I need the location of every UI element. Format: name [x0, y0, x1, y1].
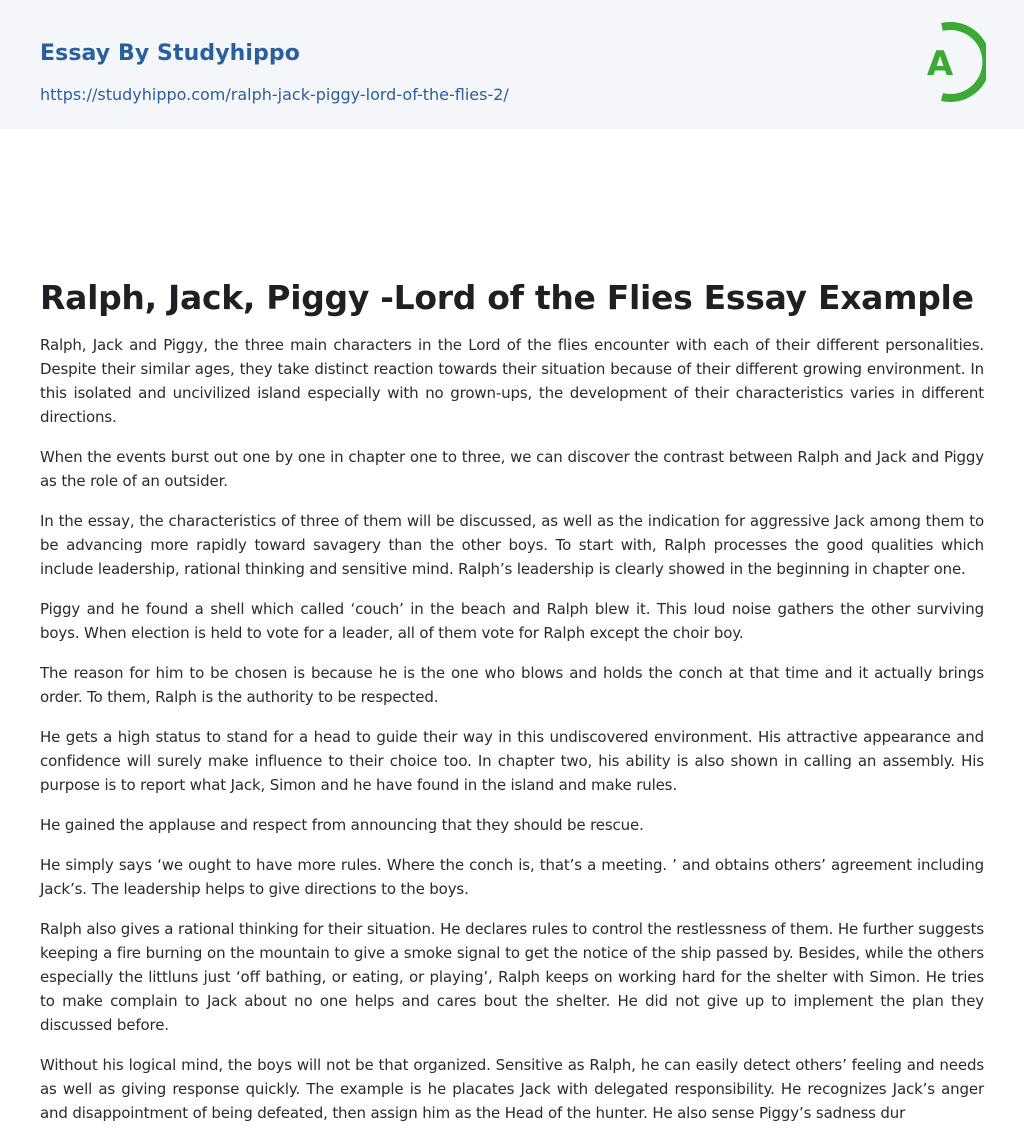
logo-letter: A: [926, 44, 954, 84]
essay-body: [40, 333, 984, 1125]
essay-paragraph: Without his logical mind, the boys will not be that organized. Sensitive as Ralph, he can easily detect others’ feeling and needs as well as giving response quickly. The example is he placates Jack with delegated responsibility. He recognizes Jack’s anger and disappointment of being defeated, then assign him as the Head of the hunter. He also sense Piggy’s sadness dur: [40, 1056, 984, 1122]
essay-paragraph: He gets a high status to stand for a head to guide their way in this undiscovered environment. His attractive appearance and confidence will surely make influence to their choice too. In chapter two, his ability is also shown in calling an assembly. His purpose is to report what Jack, Simon and he have found in the island and make rules.: [40, 728, 984, 794]
essay-paragraph: When the events burst out one by one in chapter one to three, we can discover the contrast between Ralph and Jack and Piggy as the role of an outsider.: [40, 448, 984, 490]
studyhippo-logo-icon[interactable]: [912, 19, 986, 105]
site-header: [0, 0, 1024, 129]
essay-url-link[interactable]: https://studyhippo.com/ralph-jack-piggy-lord-of-the-flies-2/: [40, 85, 509, 104]
article: [0, 280, 1024, 1125]
page-title: Ralph, Jack, Piggy -Lord of the Flies Essay Example: [40, 278, 974, 317]
essay-paragraph: In the essay, the characteristics of three of them will be discussed, as well as the indication for aggressive Jack among them to be advancing more rapidly toward savagery than the other boys. To start with, Ralph processes the good qualities which include leadership, rational thinking and sensitive mind. Ralph’s leadership is clearly showed in the beginning in chapter one.: [40, 512, 984, 578]
site-brand[interactable]: Essay By Studyhippo: [40, 41, 300, 66]
essay-paragraph: The reason for him to be chosen is because he is the one who blows and holds the conch at that time and it actually brings order. To them, Ralph is the authority to be respected.: [40, 664, 984, 706]
essay-paragraph: He simply says ‘we ought to have more rules. Where the conch is, that’s a meeting. ’ and obtains others’ agreement including Jack’s. The leadership helps to give directions to the boys.: [40, 856, 984, 898]
essay-paragraph: Ralph also gives a rational thinking for their situation. He declares rules to control the restlessness of them. He further suggests keeping a fire burning on the mountain to give a smoke signal to get the notice of the ship passed by. Besides, while the others especially the littluns just ‘off bathing, or eating, or playing’, Ralph keeps on working hard for the shelter with Simon. He tries to make complain to Jack about no one helps and cares bout the shelter. He did not give up to implement the plan they discussed before.: [40, 920, 984, 1034]
essay-paragraph: Piggy and he found a shell which called ‘couch’ in the beach and Ralph blew it. This loud noise gathers the other surviving boys. When election is held to vote for a leader, all of them vote for Ralph except the choir boy.: [40, 600, 984, 642]
essay-paragraph: He gained the applause and respect from announcing that they should be rescue.: [40, 816, 644, 834]
essay-paragraph: Ralph, Jack and Piggy, the three main characters in the Lord of the flies encounter with each of their different personalities. Despite their similar ages, they take distinct reaction towards their situation because of their different growing environment. In this isolated and uncivilized island especially with no grown-ups, the development of their characteristics varies in different directions.: [40, 336, 984, 426]
